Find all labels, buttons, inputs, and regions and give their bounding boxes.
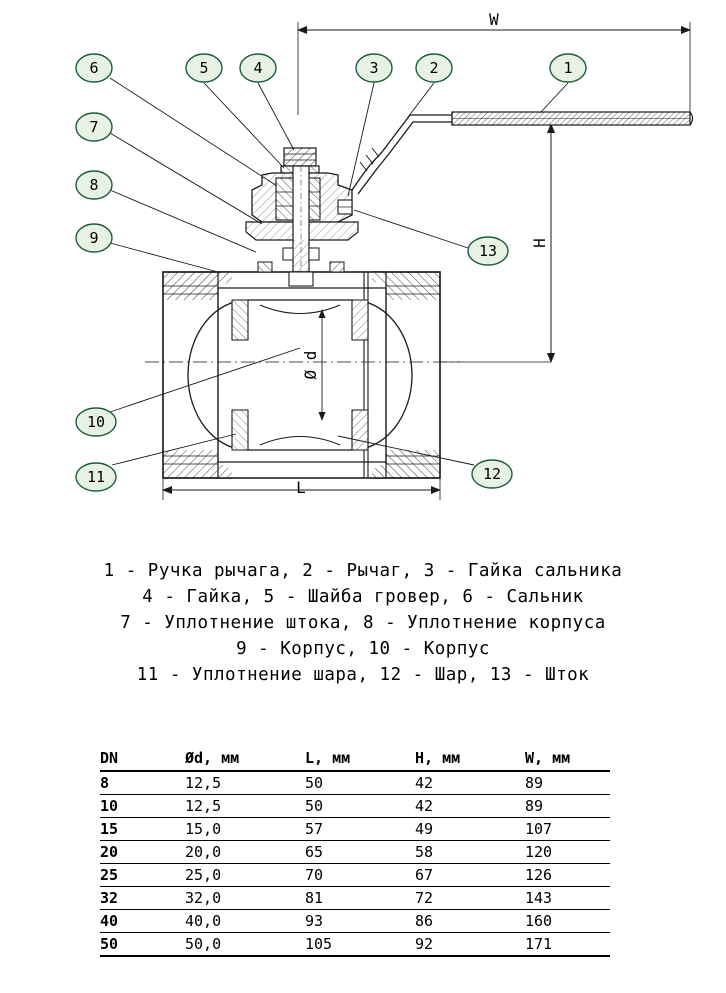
table-row: [100, 933, 610, 957]
cell-width: 143: [525, 887, 610, 910]
callout-1-label: 1: [563, 59, 573, 77]
table-head: [100, 748, 610, 771]
callout-7-label: 7: [89, 118, 99, 136]
cell-height: 86: [415, 910, 525, 933]
callout-3-label: 3: [369, 59, 379, 77]
table-row: [100, 771, 610, 795]
cell-length: 50: [305, 795, 415, 818]
cell-height: 72: [415, 887, 525, 910]
cell-dn: 20: [100, 841, 185, 864]
cell-height: 58: [415, 841, 525, 864]
cell-diameter: 12,5: [185, 795, 305, 818]
callout-4[interactable]: [240, 54, 276, 82]
callout-2[interactable]: [416, 54, 452, 82]
cell-length: 93: [305, 910, 415, 933]
cell-width: 107: [525, 818, 610, 841]
callout-11[interactable]: [76, 463, 116, 491]
cell-length: 70: [305, 864, 415, 887]
cell-width: 171: [525, 933, 610, 957]
legend-line-1: 1 - Ручка рычага, 2 - Рычаг, 3 - Гайка сальника: [103, 561, 623, 581]
cell-dn: 8: [100, 771, 185, 795]
callout-13[interactable]: [468, 237, 508, 265]
cell-diameter: 25,0: [185, 864, 305, 887]
dim-label-bore: Ø d: [301, 350, 320, 380]
cell-length: 57: [305, 818, 415, 841]
cell-width: 89: [525, 771, 610, 795]
dimensions-table-wrap: [100, 748, 620, 957]
dimensions-table: [100, 748, 610, 957]
col-header-dn: DN: [100, 748, 185, 771]
cell-length: 105: [305, 933, 415, 957]
cell-diameter: 40,0: [185, 910, 305, 933]
callout-7[interactable]: [76, 113, 112, 141]
table-row: [100, 841, 610, 864]
cell-dn: 50: [100, 933, 185, 957]
callout-8[interactable]: [76, 171, 112, 199]
callout-5-label: 5: [199, 59, 209, 77]
callout-5[interactable]: [186, 54, 222, 82]
cell-width: 120: [525, 841, 610, 864]
callout-6-label: 6: [89, 59, 99, 77]
col-header-width: W, мм: [525, 748, 610, 771]
callout-12-label: 12: [482, 465, 502, 483]
cell-diameter: 15,0: [185, 818, 305, 841]
cell-diameter: 20,0: [185, 841, 305, 864]
cell-dn: 25: [100, 864, 185, 887]
col-header-length: L, мм: [305, 748, 415, 771]
cell-height: 67: [415, 864, 525, 887]
table-row: [100, 887, 610, 910]
legend-line-2: 4 - Гайка, 5 - Шайба гровер, 6 - Сальник: [142, 587, 584, 607]
table-row: [100, 818, 610, 841]
table-body: [100, 771, 610, 956]
dim-label-w: W: [489, 10, 499, 29]
callout-12[interactable]: [472, 460, 512, 488]
callout-10[interactable]: [76, 408, 116, 436]
dim-label-l: L: [296, 478, 306, 497]
cell-dn: 10: [100, 795, 185, 818]
callout-13-label: 13: [478, 242, 498, 260]
col-header-height: H, мм: [415, 748, 525, 771]
dim-label-h: H: [530, 238, 549, 248]
callout-4-label: 4: [253, 59, 263, 77]
cell-length: 81: [305, 887, 415, 910]
col-header-diameter: Ød, мм: [185, 748, 305, 771]
cell-dn: 15: [100, 818, 185, 841]
callout-10-label: 10: [86, 413, 106, 431]
cell-width: 160: [525, 910, 610, 933]
legend-line-5: 11 - Уплотнение шара, 12 - Шар, 13 - Шток: [136, 665, 590, 685]
callout-2-label: 2: [429, 59, 439, 77]
callout-9-label: 9: [89, 229, 99, 247]
callout-3[interactable]: [356, 54, 392, 82]
table-row: [100, 910, 610, 933]
callout-9[interactable]: [76, 224, 112, 252]
table-row: [100, 864, 610, 887]
cell-diameter: 32,0: [185, 887, 305, 910]
cell-length: 65: [305, 841, 415, 864]
table-row: [100, 795, 610, 818]
cell-dn: 40: [100, 910, 185, 933]
parts-legend: [0, 558, 726, 688]
cell-width: 89: [525, 795, 610, 818]
callout-8-label: 8: [89, 176, 99, 194]
cell-height: 49: [415, 818, 525, 841]
legend-line-4: 9 - Корпус, 10 - Корпус: [236, 639, 490, 659]
cell-diameter: 12,5: [185, 771, 305, 795]
cell-dn: 32: [100, 887, 185, 910]
callout-6[interactable]: [76, 54, 112, 82]
cell-height: 42: [415, 771, 525, 795]
callout-11-label: 11: [86, 468, 106, 486]
cell-height: 92: [415, 933, 525, 957]
table-header-row: [100, 748, 610, 771]
cell-diameter: 50,0: [185, 933, 305, 957]
cell-height: 42: [415, 795, 525, 818]
cell-width: 126: [525, 864, 610, 887]
callout-1[interactable]: [550, 54, 586, 82]
cell-length: 50: [305, 771, 415, 795]
legend-line-3: 7 - Уплотнение штока, 8 - Уплотнение корпуса: [120, 613, 606, 633]
